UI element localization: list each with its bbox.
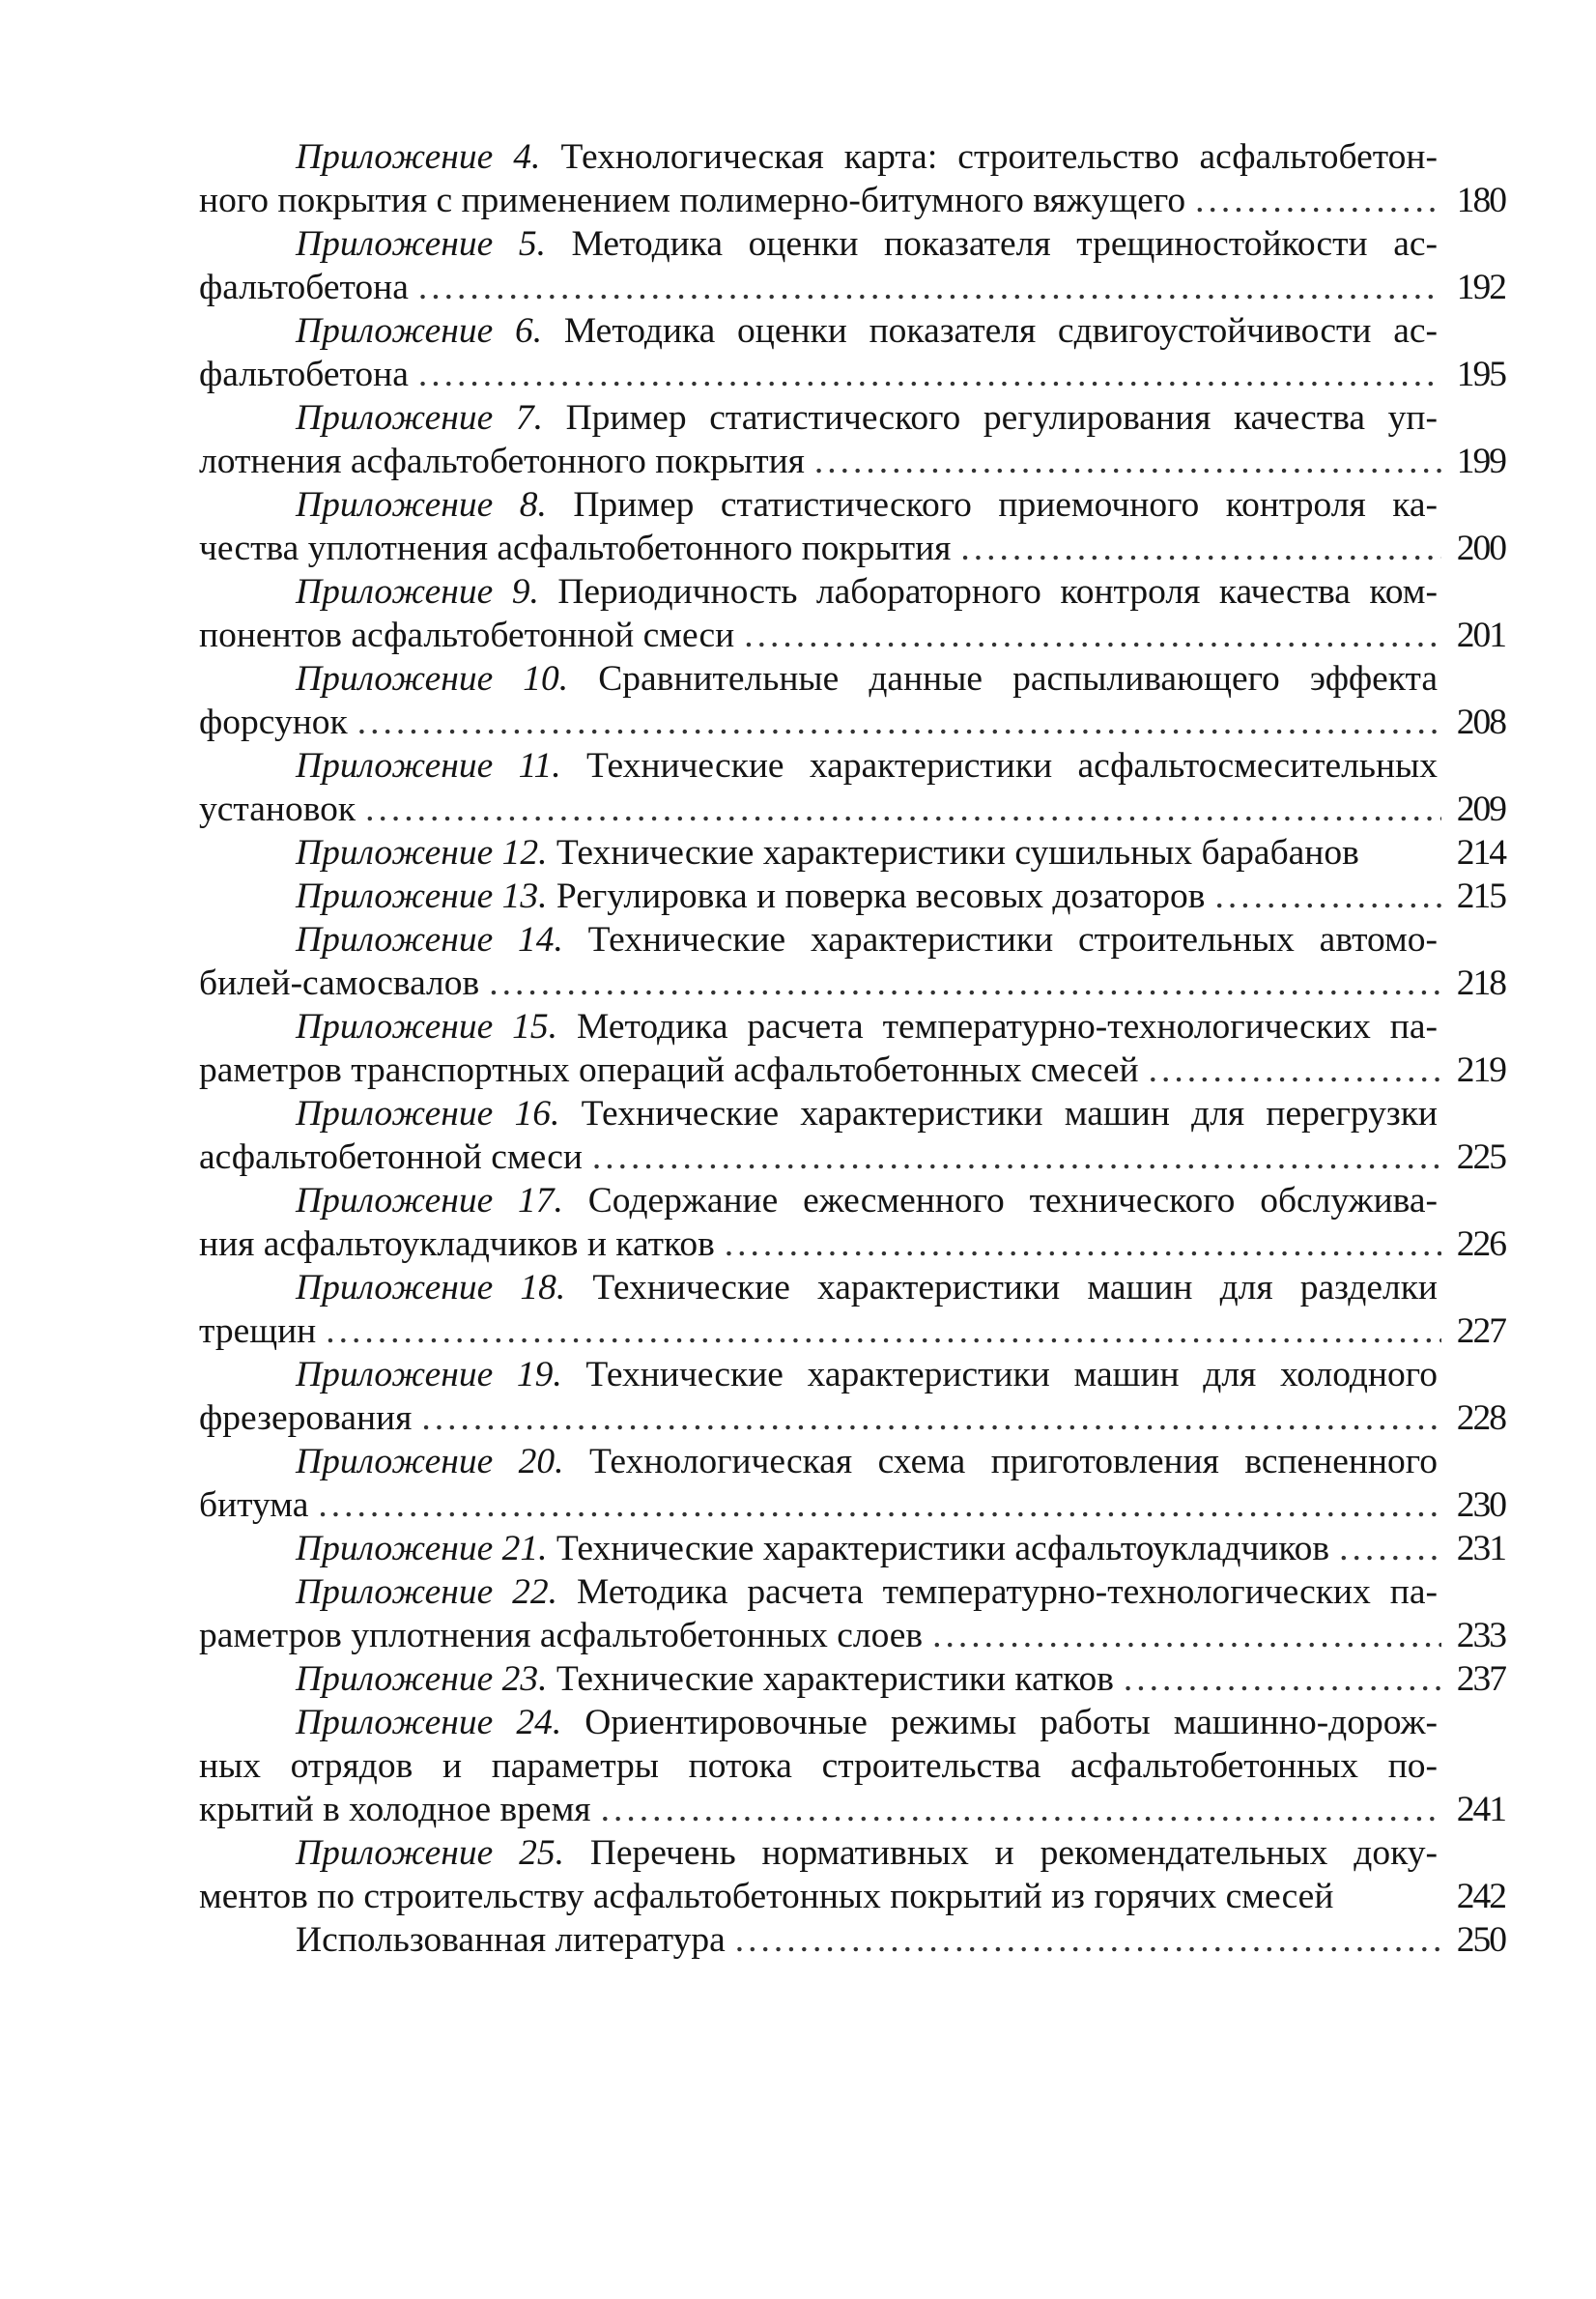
appendix-label: Приложение 13. [296, 876, 548, 916]
toc-entry-text: Методика расчета температурно-технологических па- [557, 1007, 1438, 1047]
toc-entry[interactable] [199, 1657, 1505, 1701]
toc-entry-first-line [199, 1266, 1438, 1309]
toc-entry-title: раметров уплотнения асфальтобетонных слоев [199, 1616, 924, 1655]
toc-entry-text [199, 788, 356, 831]
page-number: 200 [1456, 529, 1505, 568]
toc-entry-title: трещин [199, 1311, 317, 1351]
toc-entry[interactable] [199, 1266, 1505, 1353]
toc-entry-last-line [199, 1049, 1505, 1092]
toc-entry-title: понентов асфальтобетонной смеси [199, 616, 735, 655]
toc-entry-last-line [199, 788, 1505, 831]
toc-entry[interactable] [199, 918, 1505, 1005]
page-number: 195 [1456, 355, 1505, 394]
toc-entry-last-line [199, 831, 1505, 875]
toc-entry-last-line [199, 1396, 1505, 1440]
toc-entry-text: Методика оценки показателя трещиностойкости ас- [545, 224, 1438, 264]
toc-entry-title: форсунок [199, 703, 348, 742]
toc-entry-text: Технические характеристики машин для перегрузки [559, 1094, 1438, 1134]
dot-leader [357, 701, 1441, 744]
appendix-label: Приложение 12. [296, 833, 548, 873]
page-number: 233 [1456, 1616, 1505, 1655]
toc-entry-last-line [199, 701, 1505, 744]
toc-entry-text: Перечень нормативных и рекомендательных доку- [563, 1833, 1438, 1873]
appendix-label: Приложение 15. [296, 1007, 558, 1047]
page-number: 219 [1456, 1050, 1505, 1090]
appendix-label: Приложение 16. [296, 1094, 560, 1134]
toc-entry-text: Технические характеристики строительных автомо- [562, 920, 1438, 960]
toc-entry-title: лотнения асфальтобетонного покрытия [199, 442, 805, 481]
toc-entry-title: асфальтобетонной смеси [199, 1137, 583, 1177]
toc-entry-text [199, 701, 348, 744]
dot-leader [1124, 1657, 1441, 1701]
dot-leader [421, 1396, 1441, 1440]
toc-entry-text: Содержание ежесменного технического обслужива- [562, 1181, 1438, 1221]
toc-entry-first-line [199, 1440, 1438, 1483]
toc-entry-title: Технические характеристики катков [547, 1659, 1114, 1699]
page-number: 227 [1456, 1311, 1505, 1351]
toc-entry-first-line [199, 1092, 1438, 1135]
toc-entry-first-line [199, 918, 1438, 962]
page-number: 241 [1456, 1790, 1505, 1829]
dot-leader [1149, 1049, 1441, 1092]
toc-entry[interactable] [199, 1353, 1505, 1440]
toc-entry-last-line [199, 527, 1505, 570]
toc-entry-text [199, 1614, 923, 1657]
dot-leader [1339, 1527, 1441, 1570]
toc-entry-text: Периодичность лабораторного контроля качества ком- [538, 572, 1438, 612]
toc-entry-text: Технические характеристики асфальтосмесительных [560, 746, 1438, 786]
toc-entry-text [296, 831, 1359, 875]
dot-leader [744, 614, 1441, 657]
appendix-label: Приложение 24. [296, 1703, 562, 1742]
toc-entry-first-line [199, 744, 1438, 788]
toc-entry-title: Технические характеристики асфальтоукладчиков [547, 1529, 1330, 1568]
toc-entry-last-line [199, 1657, 1505, 1701]
appendix-label: Приложение 10. [296, 659, 569, 699]
toc-entry[interactable] [199, 1527, 1505, 1570]
toc-entry-text: Технические характеристики машин для холодного [561, 1355, 1438, 1394]
toc-entry-title: Использованная литература [296, 1920, 726, 1960]
toc-entry-text [296, 1657, 1114, 1701]
toc-entry[interactable] [199, 1179, 1505, 1266]
appendix-label: Приложение 25. [296, 1833, 564, 1873]
toc-entry-text [199, 527, 951, 570]
toc-entry-title: билей-самосвалов [199, 963, 480, 1003]
toc-entry-text [199, 1135, 583, 1179]
toc-entry-first-line [199, 1179, 1438, 1222]
appendix-label: Приложение 7. [296, 398, 543, 438]
toc-entry[interactable] [199, 570, 1505, 657]
toc-entry-last-line [199, 1614, 1505, 1657]
toc-entry-text [199, 1396, 412, 1440]
toc-entry-first-line [199, 570, 1438, 614]
dot-leader [318, 1483, 1441, 1527]
appendix-label: Приложение 18. [296, 1268, 566, 1308]
toc-entry-text [199, 1222, 715, 1266]
toc-entry[interactable] [199, 222, 1505, 309]
dot-leader [960, 527, 1441, 570]
page-number: 250 [1456, 1920, 1505, 1960]
appendix-label: Приложение 5. [296, 224, 546, 264]
dot-leader [489, 962, 1441, 1005]
toc-entry[interactable] [199, 1440, 1505, 1527]
toc-entry[interactable] [199, 744, 1505, 831]
toc-entry-last-line [199, 875, 1505, 918]
page-number: 242 [1456, 1877, 1505, 1916]
dot-leader [725, 1222, 1441, 1266]
appendix-label: Приложение 6. [296, 311, 543, 351]
toc-entry-text: Пример статистического регулирования качества уп- [542, 398, 1438, 438]
page-number: 231 [1456, 1529, 1505, 1568]
toc-entry-text [199, 179, 1185, 222]
toc-entry[interactable] [199, 1092, 1505, 1179]
page-number: 208 [1456, 703, 1505, 742]
page-number: 218 [1456, 963, 1505, 1003]
appendix-label: Приложение 11. [296, 746, 561, 786]
toc-entry-title: ментов по строительству асфальтобетонных покрытий из горячих смесей [199, 1877, 1334, 1916]
toc-entry-last-line [199, 1918, 1505, 1962]
toc-entry-first-line [199, 1005, 1438, 1049]
page-number: 199 [1456, 442, 1505, 481]
page-number: 230 [1456, 1485, 1505, 1525]
appendix-label: Приложение 20. [296, 1442, 564, 1481]
toc-entry-text: Методика оценки показателя сдвигоустойчивости ас- [542, 311, 1438, 351]
toc-entry-text [199, 353, 409, 396]
toc-entry-text: Технологическая карта: строительство асфальтобетон- [540, 137, 1438, 177]
page-number: 214 [1456, 833, 1505, 873]
toc-entry-first-line [199, 1701, 1438, 1744]
toc-entry-text: ных отрядов и параметры потока строительства асфальтобетонных по- [199, 1746, 1438, 1786]
toc-entry-title: Регулировка и поверка весовых дозаторов [547, 876, 1206, 916]
toc-entry-last-line [199, 1483, 1505, 1527]
toc-entry-text: Технологическая схема приготовления вспененного [563, 1442, 1438, 1481]
appendix-label: Приложение 8. [296, 485, 547, 525]
toc-entry-last-line [199, 614, 1505, 657]
appendix-label: Приложение 23. [296, 1659, 548, 1699]
toc-entry-text: Пример статистического приемочного контроля ка- [546, 485, 1438, 525]
appendix-label: Приложение 19. [296, 1355, 562, 1394]
toc-entry-title: фальтобетона [199, 268, 409, 307]
dot-leader [365, 788, 1441, 831]
appendix-label: Приложение 4. [296, 137, 541, 177]
toc-entry-last-line [199, 1527, 1505, 1570]
toc-entry-text [296, 875, 1206, 918]
toc-entry-first-line [199, 135, 1438, 179]
toc-entry-last-line [199, 1788, 1505, 1831]
page-number: 226 [1456, 1224, 1505, 1264]
toc-entry-title: фальтобетона [199, 355, 409, 394]
toc-entry-text [199, 266, 409, 309]
toc-entry-title: чества уплотнения асфальтобетонного покрытия [199, 529, 952, 568]
table-of-contents [199, 135, 1505, 1962]
toc-entry-last-line [199, 353, 1505, 396]
toc-entry-title: установок [199, 790, 356, 829]
toc-entry-text [296, 1527, 1329, 1570]
toc-entry[interactable] [199, 1701, 1505, 1831]
toc-entry[interactable] [199, 875, 1505, 918]
toc-entry-first-line [199, 309, 1438, 353]
toc-entry-first-line [199, 222, 1438, 266]
toc-entry-text [199, 1788, 591, 1831]
toc-entry[interactable] [199, 1831, 1505, 1918]
dot-leader [1195, 179, 1441, 222]
dot-leader [735, 1918, 1441, 1962]
toc-entry-last-line [199, 440, 1505, 483]
page-number: 215 [1456, 876, 1505, 916]
toc-entry-last-line [199, 1135, 1505, 1179]
toc-entry-text [199, 1049, 1139, 1092]
toc-entry-last-line [199, 1309, 1505, 1353]
toc-entry-first-line [199, 1570, 1438, 1614]
toc-entry-text [199, 1875, 1333, 1918]
toc-entry-line [199, 1744, 1438, 1788]
toc-entry-text [199, 440, 805, 483]
appendix-label: Приложение 9. [296, 572, 539, 612]
toc-entry[interactable] [199, 1918, 1505, 1962]
toc-entry-first-line [199, 657, 1438, 701]
page-number: 192 [1456, 268, 1505, 307]
toc-entry-last-line [199, 1875, 1505, 1918]
toc-entry-title: битума [199, 1485, 309, 1525]
toc-entry[interactable] [199, 1005, 1505, 1092]
toc-entry-text [199, 1309, 316, 1353]
page-number: 237 [1456, 1659, 1505, 1699]
toc-entry[interactable] [199, 831, 1505, 875]
toc-entry[interactable] [199, 135, 1505, 222]
toc-entry-title: крытий в холодное время [199, 1790, 591, 1829]
toc-entry-text: Методика расчета температурно-технологических па- [557, 1572, 1438, 1612]
toc-entry-last-line [199, 962, 1505, 1005]
page-number: 228 [1456, 1398, 1505, 1438]
toc-entry-text [199, 1483, 308, 1527]
toc-entry-text [296, 1918, 726, 1962]
appendix-label: Приложение 14. [296, 920, 563, 960]
toc-entry[interactable] [199, 657, 1505, 744]
toc-entry-last-line [199, 179, 1505, 222]
toc-entry-text: Технические характеристики машин для разделки [565, 1268, 1438, 1308]
page-number: 180 [1456, 181, 1505, 220]
dot-leader [932, 1614, 1441, 1657]
page-number: 225 [1456, 1137, 1505, 1177]
toc-entry-title: раметров транспортных операций асфальтобетонных смесей [199, 1050, 1139, 1090]
toc-entry-title: ния асфальтоукладчиков и катков [199, 1224, 715, 1264]
dot-leader [1215, 875, 1442, 918]
toc-entry[interactable] [199, 1570, 1505, 1657]
toc-entry-title: фрезерования [199, 1398, 413, 1438]
toc-entry-text [199, 962, 479, 1005]
dot-leader [326, 1309, 1441, 1353]
toc-entry[interactable] [199, 483, 1505, 570]
toc-entry-text: Сравнительные данные распыливающего эффекта [568, 659, 1438, 699]
appendix-label: Приложение 21. [296, 1529, 548, 1568]
toc-entry-text: Ориентировочные режимы работы машинно-дорож- [561, 1703, 1438, 1742]
page-number: 201 [1456, 616, 1505, 655]
toc-entry-first-line [199, 483, 1438, 527]
dot-leader [814, 440, 1441, 483]
toc-entry-last-line [199, 1222, 1505, 1266]
toc-entry[interactable] [199, 396, 1505, 483]
toc-entry-text [199, 614, 734, 657]
toc-entry-first-line [199, 1353, 1438, 1396]
toc-entry-title: Технические характеристики сушильных барабанов [547, 833, 1359, 873]
toc-entry-first-line [199, 396, 1438, 440]
dot-leader [418, 266, 1441, 309]
toc-entry-first-line [199, 1831, 1438, 1875]
page-number: 209 [1456, 790, 1505, 829]
toc-entry-title: ного покрытия с применением полимерно-битумного вяжущего [199, 181, 1186, 220]
toc-entry-last-line [199, 266, 1505, 309]
appendix-label: Приложение 17. [296, 1181, 563, 1221]
appendix-label: Приложение 22. [296, 1572, 558, 1612]
dot-leader [592, 1135, 1441, 1179]
toc-entry[interactable] [199, 309, 1505, 396]
dot-leader [418, 353, 1441, 396]
dot-leader [601, 1788, 1441, 1831]
